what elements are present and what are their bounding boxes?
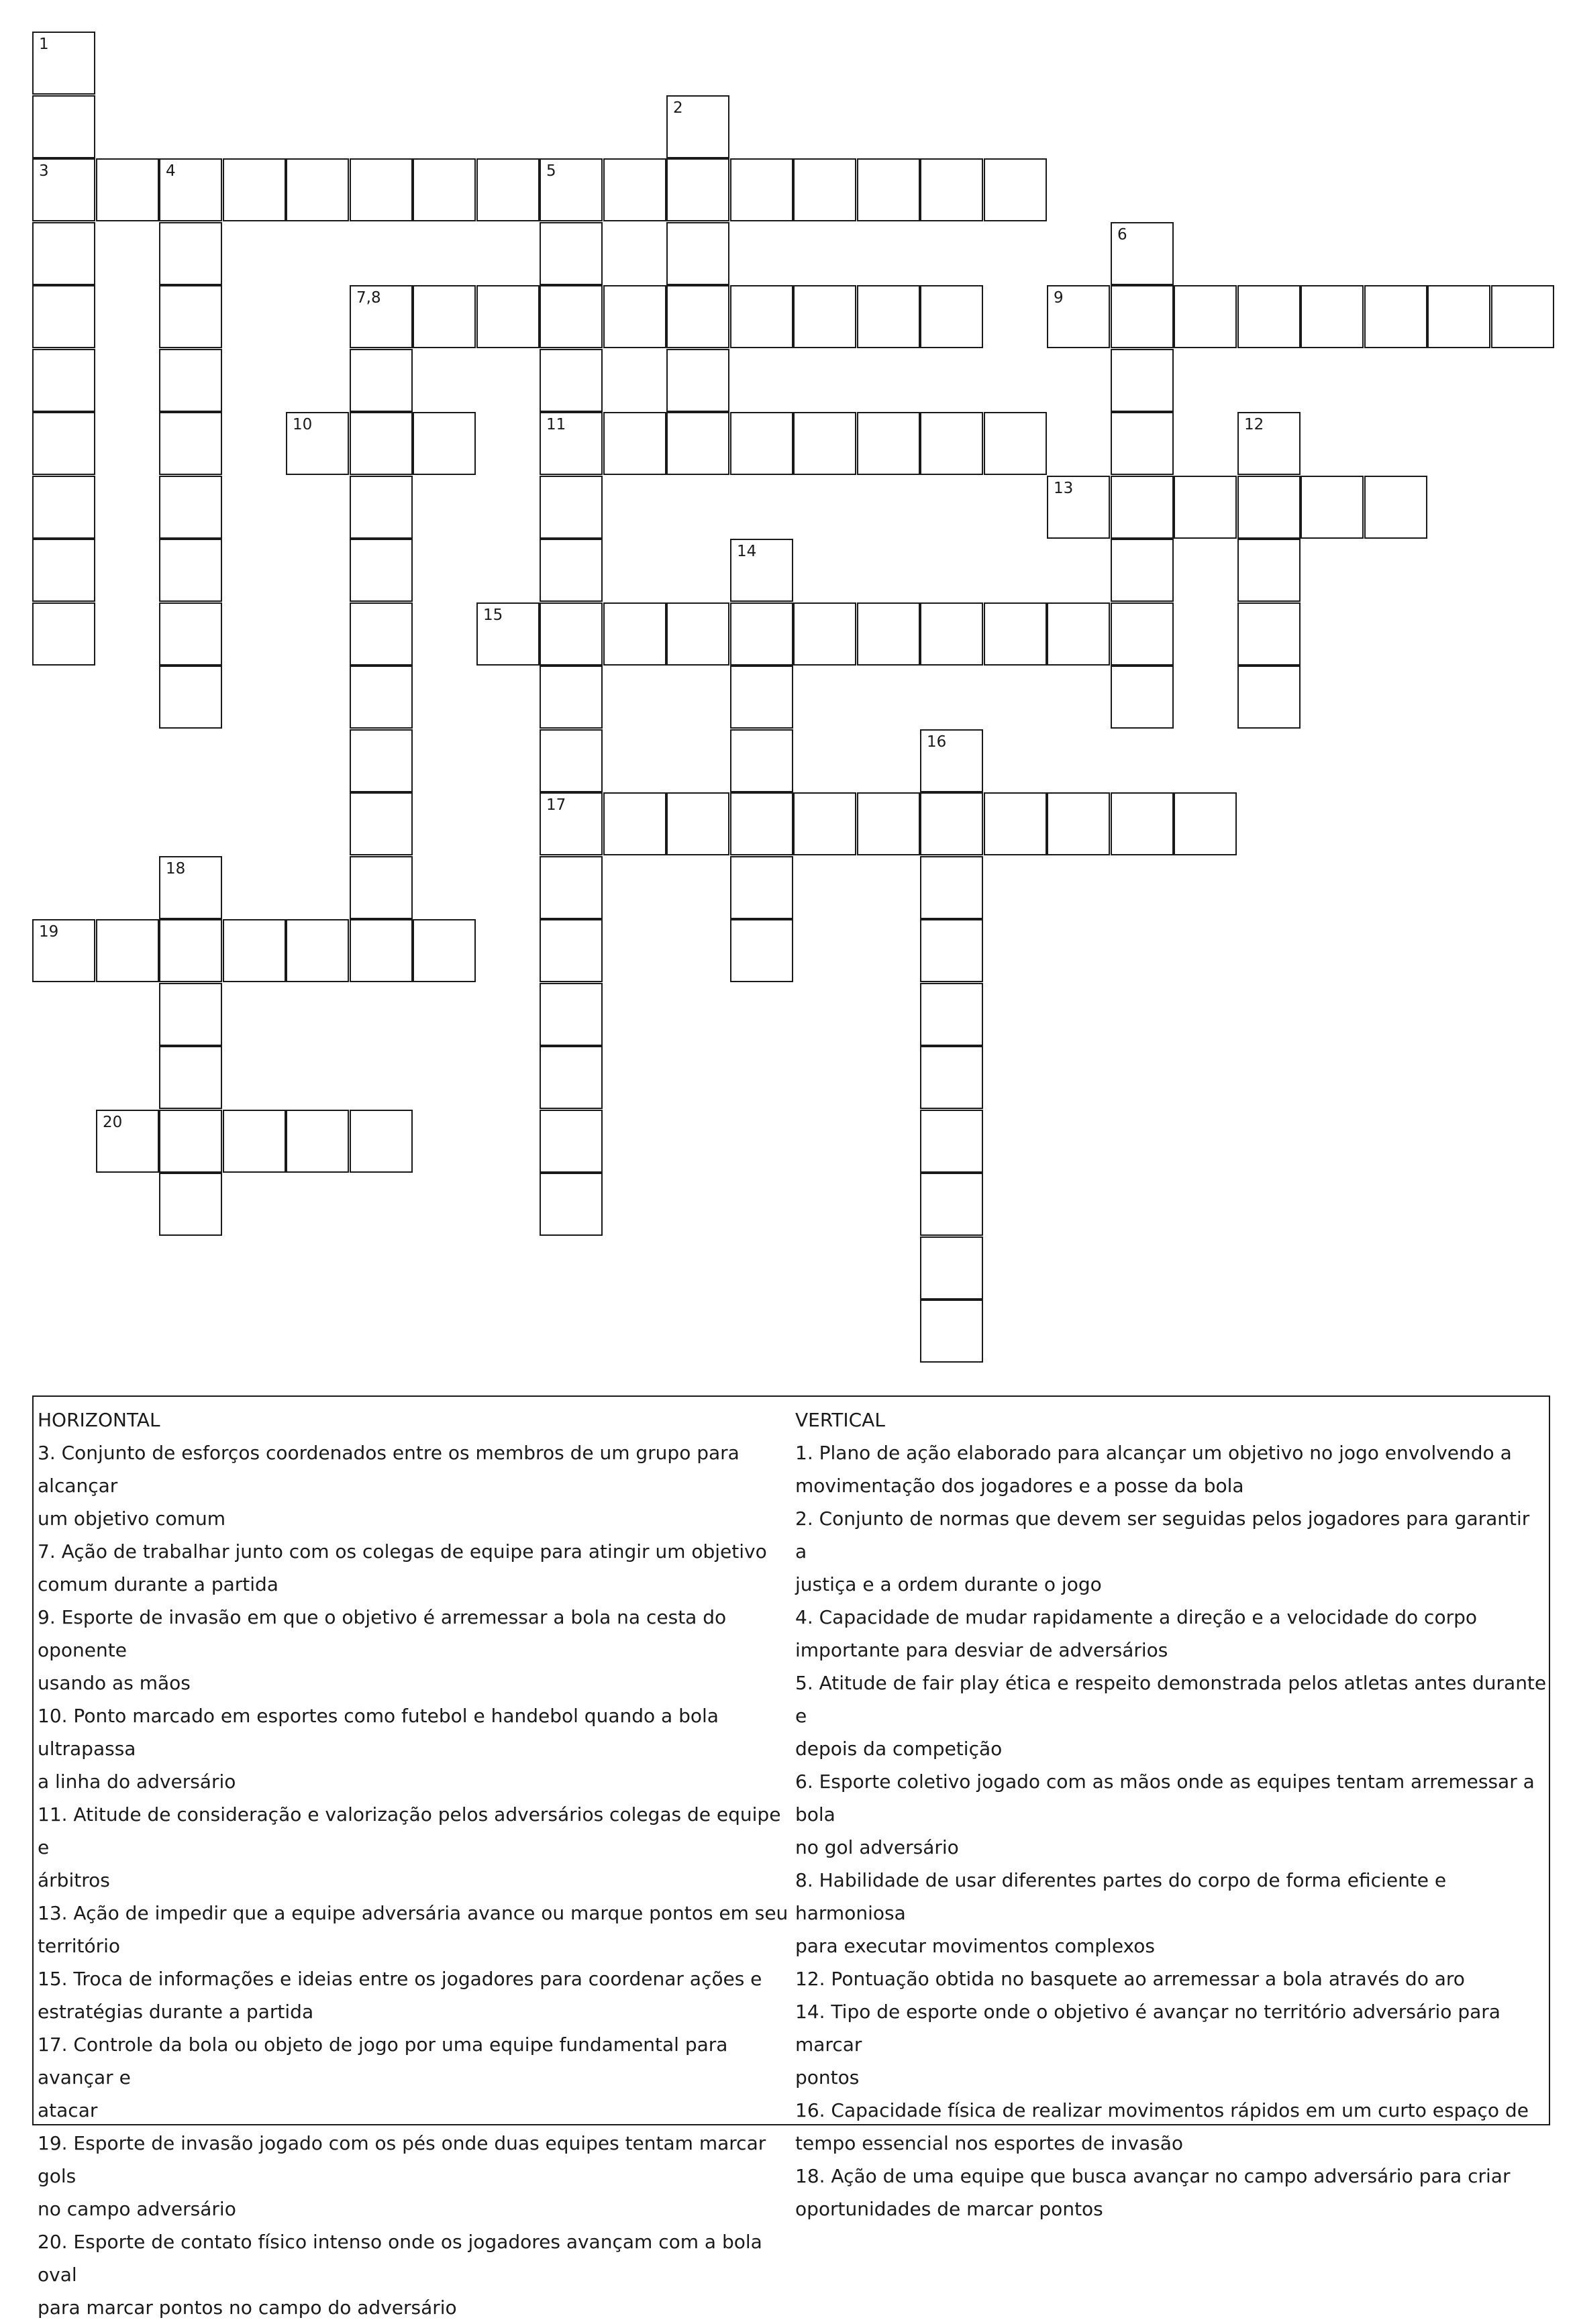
grid-cell[interactable] [857,285,920,348]
grid-cell[interactable] [540,983,603,1046]
grid-cell[interactable] [223,919,286,982]
grid-cell[interactable] [920,1046,983,1109]
grid-cell[interactable] [159,666,222,729]
grid-cell[interactable] [730,666,793,729]
grid-cell[interactable] [223,1110,286,1173]
grid-cell[interactable] [350,1110,413,1173]
clue-line: um objetivo comum [38,1508,226,1530]
grid-cell[interactable] [540,285,603,348]
clue-line: 16. Capacidade física de realizar movimentos rápidos em um curto espaço de [795,2099,1529,2121]
grid-cell[interactable] [603,158,666,221]
clue-number: 3 [39,162,49,180]
grid-cell[interactable] [920,792,983,855]
grid-cell[interactable] [793,158,856,221]
grid-cell[interactable] [666,412,729,475]
clue-line: importante para desviar de adversários [795,1639,1168,1661]
clue-line: no gol adversário [795,1836,959,1858]
grid-cell[interactable] [857,792,920,855]
grid-cell[interactable] [857,602,920,666]
grid-cell[interactable] [413,158,476,221]
grid-cell[interactable] [1237,666,1301,729]
grid-cell[interactable] [32,349,95,412]
grid-cell[interactable] [1237,412,1301,475]
grid-cell[interactable] [793,792,856,855]
grid-cell[interactable] [540,856,603,919]
grid-cell[interactable] [666,285,729,348]
clue-line: 10. Ponto marcado em esportes como futebol e handebol quando a bola ultrapassa [38,1705,719,1760]
grid-cell[interactable] [350,158,413,221]
grid-cell[interactable] [159,476,222,539]
grid-cell[interactable] [1111,349,1174,412]
clue-line: 2. Conjunto de normas que devem ser seguidas pelos jogadores para garantir a [795,1508,1530,1563]
clue-number: 16 [927,733,947,751]
grid-cell[interactable] [159,1173,222,1236]
grid-cell[interactable] [603,285,666,348]
grid-cell[interactable] [666,95,729,158]
clue-line: 19. Esporte de invasão jogado com os pés onde duas equipes tentam marcar gols [38,2132,766,2187]
grid-cell[interactable] [159,222,222,285]
grid-cell[interactable] [540,919,603,982]
clue-line: 20. Esporte de contato físico intenso onde os jogadores avançam com a bola oval [38,2231,762,2286]
grid-cell[interactable] [984,412,1047,475]
grid-cell[interactable] [793,602,856,666]
grid-cell[interactable] [603,792,666,855]
grid-cell[interactable] [666,158,729,221]
grid-cell[interactable] [350,729,413,792]
grid-cell[interactable] [32,285,95,348]
grid-cell[interactable] [159,285,222,348]
clue-number: 17 [546,796,566,814]
grid-cell[interactable] [32,95,95,158]
grid-cell[interactable] [1111,285,1174,348]
clue-number: 11 [546,416,566,433]
grid-cell[interactable] [920,983,983,1046]
clue-line: a linha do adversário [38,1771,236,1793]
vertical-heading: VERTICAL [795,1409,885,1431]
grid-cell[interactable] [793,285,856,348]
clue-number: 13 [1054,480,1074,497]
clue-number: 12 [1244,416,1264,433]
grid-cell[interactable] [32,222,95,285]
clue-line: 11. Atitude de consideração e valorização pelos adversários colegas de equipe e [38,1803,781,1858]
grid-cell[interactable] [1427,285,1490,348]
clue-number: 5 [546,162,556,180]
grid-cell[interactable] [350,539,413,602]
grid-cell[interactable] [666,222,729,285]
grid-cell[interactable] [730,792,793,855]
grid-cell[interactable] [920,158,983,221]
grid-cell[interactable] [920,1300,983,1363]
grid-cell[interactable] [350,919,413,982]
grid-cell[interactable] [413,285,476,348]
clue-line: no campo adversário [38,2198,236,2220]
grid-cell[interactable] [666,602,729,666]
grid-cell[interactable] [666,792,729,855]
clue-number: 2 [673,99,683,117]
grid-cell[interactable] [159,158,222,221]
grid-cell[interactable] [540,349,603,412]
grid-cell[interactable] [350,856,413,919]
grid-cell[interactable] [159,856,222,919]
clue-line: oportunidades de marcar pontos [795,2198,1103,2220]
grid-cell[interactable] [1047,476,1110,539]
grid-cell[interactable] [540,666,603,729]
clue-line: para executar movimentos complexos [795,1935,1155,1957]
clue-line: comum durante a partida [38,1573,278,1595]
clue-line: usando as mãos [38,1672,191,1694]
clue-number: 19 [39,923,59,941]
grid-cell[interactable] [920,856,983,919]
grid-cell[interactable] [1047,285,1110,348]
clue-line: movimentação dos jogadores e a posse da bola [795,1475,1244,1497]
grid-cell[interactable] [920,1110,983,1173]
grid-cell[interactable] [1301,285,1364,348]
grid-cell[interactable] [96,919,159,982]
grid-cell[interactable] [159,983,222,1046]
grid-cell[interactable] [476,285,540,348]
grid-cell[interactable] [286,919,349,982]
grid-cell[interactable] [920,285,983,348]
grid-cell[interactable] [1047,792,1110,855]
vertical-clues [795,1404,1547,2225]
clue-line: estratégias durante a partida [38,2001,314,2023]
grid-cell[interactable] [730,285,793,348]
grid-cell[interactable] [540,1110,603,1173]
grid-cell[interactable] [159,412,222,475]
grid-cell[interactable] [1364,285,1427,348]
grid-cell[interactable] [350,285,413,348]
grid-cell[interactable] [286,158,349,221]
clue-line: depois da competição [795,1738,1003,1760]
horizontal-clues [38,1404,789,2324]
clue-line: 7. Ação de trabalhar junto com os colegas de equipe para atingir um objetivo [38,1540,767,1563]
grid-cell[interactable] [540,792,603,855]
clue-line: pontos [795,2066,860,2089]
grid-cell[interactable] [666,349,729,412]
grid-cell[interactable] [793,412,856,475]
clue-number: 14 [737,543,757,560]
clue-number: 10 [293,416,313,433]
grid-cell[interactable] [1111,539,1174,602]
grid-cell[interactable] [32,919,95,982]
grid-cell[interactable] [1111,222,1174,285]
grid-cell[interactable] [730,539,793,602]
grid-cell[interactable] [540,1046,603,1109]
clue-line: para marcar pontos no campo do adversário [38,2296,457,2319]
grid-cell[interactable] [920,729,983,792]
grid-cell[interactable] [540,158,603,221]
grid-cell[interactable] [476,158,540,221]
grid-cell[interactable] [350,476,413,539]
clue-line: 18. Ação de uma equipe que busca avançar no campo adversário para criar [795,2165,1511,2187]
clue-line: atacar [38,2099,98,2121]
clue-line: 15. Troca de informações e ideias entre os jogadores para coordenar ações e [38,1968,762,1990]
grid-cell[interactable] [350,666,413,729]
grid-cell[interactable] [920,1173,983,1236]
clue-line: 12. Pontuação obtida no basquete ao arremessar a bola através do aro [795,1968,1465,1990]
grid-cell[interactable] [540,602,603,666]
grid-cell[interactable] [32,602,95,666]
grid-cell[interactable] [1047,602,1110,666]
clue-number: 7,8 [356,289,381,307]
clue-line: 3. Conjunto de esforços coordenados entre os membros de um grupo para alcançar [38,1442,740,1497]
grid-cell[interactable] [96,158,159,221]
clue-line: árbitros [38,1869,110,1891]
clue-line: justiça e a ordem durante o jogo [795,1573,1102,1595]
clue-line: 4. Capacidade de mudar rapidamente a direção e a velocidade do corpo [795,1606,1477,1628]
grid-cell[interactable] [603,412,666,475]
grid-cell[interactable] [730,158,793,221]
grid-cell[interactable] [1491,285,1554,348]
grid-cell[interactable] [159,1110,222,1173]
grid-cell[interactable] [540,412,603,475]
grid-cell[interactable] [350,349,413,412]
grid-cell[interactable] [1111,476,1174,539]
clue-number: 20 [103,1114,123,1131]
grid-cell[interactable] [476,602,540,666]
clue-line: território [38,1935,121,1957]
grid-cell[interactable] [32,539,95,602]
grid-cell[interactable] [286,412,349,475]
grid-cell[interactable] [1237,539,1301,602]
clue-line: 6. Esporte coletivo jogado com as mãos onde as equipes tentam arremessar a bola [795,1771,1535,1826]
grid-cell[interactable] [1111,602,1174,666]
clue-line: tempo essencial nos esportes de invasão [795,2132,1183,2154]
grid-cell[interactable] [730,412,793,475]
grid-cell[interactable] [1237,476,1301,539]
grid-cell[interactable] [730,602,793,666]
clue-line: 9. Esporte de invasão em que o objetivo é arremessar a bola na cesta do oponente [38,1606,727,1661]
grid-cell[interactable] [32,476,95,539]
clue-number: 18 [166,860,186,878]
grid-cell[interactable] [920,919,983,982]
grid-cell[interactable] [159,602,222,666]
clue-line: 14. Tipo de esporte onde o objetivo é avançar no território adversário para marcar [795,2001,1500,2056]
grid-cell[interactable] [413,919,476,982]
grid-cell[interactable] [540,539,603,602]
grid-cell[interactable] [920,1236,983,1300]
clue-line: 1. Plano de ação elaborado para alcançar um objetivo no jogo envolvendo a [795,1442,1512,1464]
clue-number: 15 [483,606,503,624]
grid-cell[interactable] [540,1173,603,1236]
grid-cell[interactable] [920,602,983,666]
grid-cell[interactable] [1111,412,1174,475]
grid-cell[interactable] [159,349,222,412]
grid-cell[interactable] [159,919,222,982]
grid-cell[interactable] [1111,792,1174,855]
grid-cell[interactable] [286,1110,349,1173]
grid-cell[interactable] [32,32,95,95]
grid-cell[interactable] [1237,285,1301,348]
grid-cell[interactable] [603,602,666,666]
clues-box [32,1395,1550,2319]
grid-cell[interactable] [350,602,413,666]
clue-number: 1 [39,36,49,53]
grid-cell[interactable] [857,412,920,475]
grid-cell[interactable] [984,158,1047,221]
grid-cell[interactable] [730,729,793,792]
grid-cell[interactable] [32,158,95,221]
clue-line: 17. Controle da bola ou objeto de jogo por uma equipe fundamental para avançar e [38,2034,728,2089]
grid-cell[interactable] [1301,476,1364,539]
grid-cell[interactable] [540,222,603,285]
grid-cell[interactable] [1174,792,1237,855]
clue-number: 9 [1054,289,1064,307]
grid-cell[interactable] [223,158,286,221]
grid-cell[interactable] [159,539,222,602]
grid-cell[interactable] [1174,285,1237,348]
grid-cell[interactable] [920,412,983,475]
grid-cell[interactable] [96,1110,159,1173]
clue-line: 5. Atitude de fair play ética e respeito demonstrada pelos atletas antes durante e [795,1672,1547,1727]
grid-cell[interactable] [413,412,476,475]
clue-number: 6 [1117,226,1127,244]
grid-cell[interactable] [857,158,920,221]
grid-cell[interactable] [730,856,793,919]
grid-cell[interactable] [540,476,603,539]
clue-number: 4 [166,162,176,180]
grid-cell[interactable] [1237,602,1301,666]
grid-cell[interactable] [730,919,793,982]
grid-cell[interactable] [350,412,413,475]
grid-cell[interactable] [984,602,1047,666]
clue-line: 13. Ação de impedir que a equipe adversária avance ou marque pontos em seu [38,1902,788,1924]
grid-cell[interactable] [984,792,1047,855]
grid-cell[interactable] [540,729,603,792]
grid-cell[interactable] [350,792,413,855]
horizontal-heading: HORIZONTAL [38,1409,160,1431]
grid-cell[interactable] [1174,476,1237,539]
grid-cell[interactable] [159,1046,222,1109]
grid-cell[interactable] [1364,476,1427,539]
grid-cell[interactable] [1111,666,1174,729]
clue-line: 8. Habilidade de usar diferentes partes do corpo de forma eficiente e harmoniosa [795,1869,1447,1924]
grid-cell[interactable] [32,412,95,475]
